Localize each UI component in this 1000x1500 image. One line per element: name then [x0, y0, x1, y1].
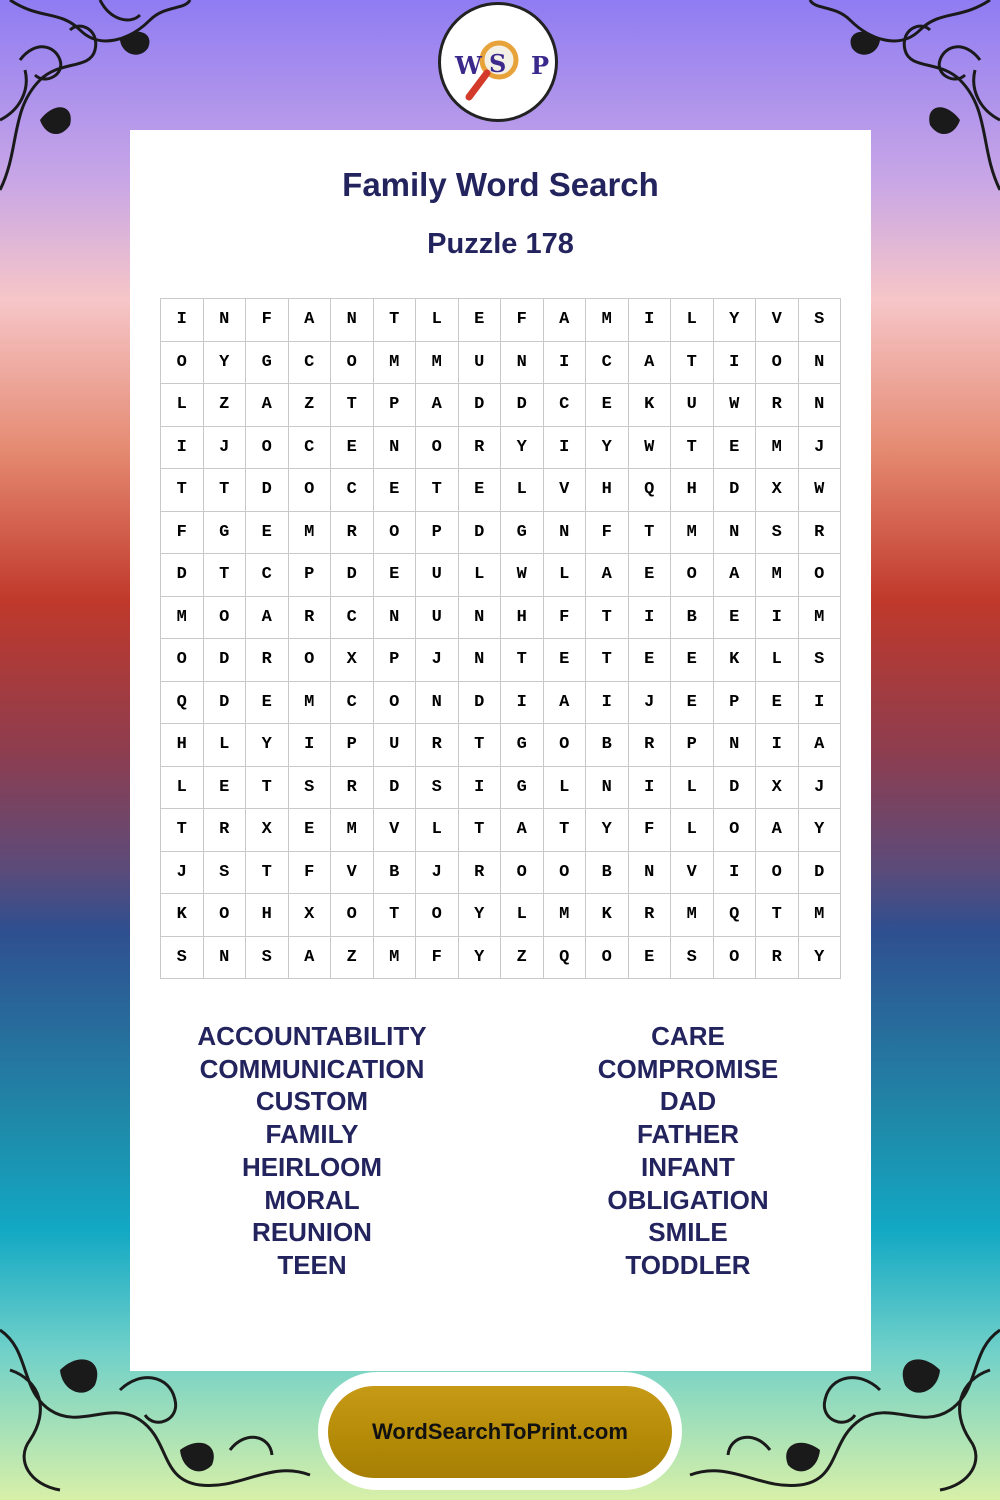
- grid-cell[interactable]: O: [586, 937, 629, 980]
- grid-cell[interactable]: Y: [799, 937, 842, 980]
- grid-cell[interactable]: T: [416, 469, 459, 512]
- grid-cell[interactable]: I: [289, 724, 332, 767]
- grid-cell[interactable]: M: [289, 512, 332, 555]
- grid-cell[interactable]: H: [161, 724, 204, 767]
- grid-cell[interactable]: T: [246, 767, 289, 810]
- word-list-item: HEIRLOOM: [241, 1151, 383, 1182]
- grid-cell[interactable]: C: [289, 427, 332, 470]
- grid-cell[interactable]: N: [586, 767, 629, 810]
- grid-cell[interactable]: G: [204, 512, 247, 555]
- footer-pill: [318, 1372, 682, 1490]
- grid-cell[interactable]: A: [714, 554, 757, 597]
- grid-cell[interactable]: A: [799, 724, 842, 767]
- word-list-item: REUNION: [252, 1217, 372, 1248]
- grid-cell[interactable]: X: [756, 469, 799, 512]
- grid-cell[interactable]: E: [586, 384, 629, 427]
- page-title: Family Word Search: [342, 166, 659, 203]
- grid-cell[interactable]: N: [331, 299, 374, 342]
- grid-cell[interactable]: O: [416, 894, 459, 937]
- logo-letter-s: S: [489, 49, 507, 78]
- grid-cell[interactable]: R: [629, 894, 672, 937]
- grid-cell[interactable]: W: [714, 384, 757, 427]
- grid-cell[interactable]: N: [459, 597, 502, 640]
- logo-letter-w: W: [455, 51, 482, 80]
- grid-cell[interactable]: V: [331, 852, 374, 895]
- word-list-item: TODDLER: [625, 1249, 751, 1280]
- grid-cell[interactable]: V: [671, 852, 714, 895]
- grid-cell[interactable]: E: [374, 469, 417, 512]
- grid-cell[interactable]: L: [204, 724, 247, 767]
- grid-cell[interactable]: I: [544, 342, 587, 385]
- grid-cell[interactable]: H: [501, 597, 544, 640]
- grid-cell[interactable]: R: [629, 724, 672, 767]
- grid-cell[interactable]: H: [246, 894, 289, 937]
- grid-cell[interactable]: O: [714, 937, 757, 980]
- grid-cell[interactable]: U: [671, 384, 714, 427]
- grid-cell[interactable]: V: [544, 469, 587, 512]
- grid-cell[interactable]: O: [756, 342, 799, 385]
- grid-cell[interactable]: O: [246, 427, 289, 470]
- grid-cell[interactable]: R: [799, 512, 842, 555]
- word-list-item: CARE: [651, 1021, 725, 1051]
- grid-cell[interactable]: X: [246, 809, 289, 852]
- grid-cell[interactable]: O: [501, 852, 544, 895]
- grid-cell[interactable]: O: [671, 554, 714, 597]
- grid-cell[interactable]: M: [289, 682, 332, 725]
- grid-cell[interactable]: I: [161, 299, 204, 342]
- grid-cell[interactable]: D: [799, 852, 842, 895]
- grid-cell[interactable]: G: [246, 342, 289, 385]
- grid-cell[interactable]: N: [204, 299, 247, 342]
- grid-cell[interactable]: C: [586, 342, 629, 385]
- grid-cell[interactable]: S: [799, 639, 842, 682]
- grid-cell[interactable]: Y: [501, 427, 544, 470]
- grid-cell[interactable]: J: [416, 639, 459, 682]
- grid-cell[interactable]: N: [714, 512, 757, 555]
- grid-cell[interactable]: R: [331, 512, 374, 555]
- grid-cell[interactable]: A: [416, 384, 459, 427]
- grid-cell[interactable]: E: [714, 427, 757, 470]
- grid-cell[interactable]: O: [331, 894, 374, 937]
- grid-cell[interactable]: W: [629, 427, 672, 470]
- grid-cell[interactable]: L: [756, 639, 799, 682]
- grid-cell[interactable]: S: [246, 937, 289, 980]
- grid-cell[interactable]: D: [714, 767, 757, 810]
- grid-cell[interactable]: N: [374, 427, 417, 470]
- grid-cell[interactable]: M: [374, 342, 417, 385]
- word-list-item: FAMILY: [265, 1119, 359, 1150]
- grid-cell[interactable]: J: [629, 682, 672, 725]
- grid-cell[interactable]: M: [671, 512, 714, 555]
- grid-cell[interactable]: U: [416, 554, 459, 597]
- grid-cell[interactable]: A: [289, 299, 332, 342]
- grid-cell[interactable]: P: [416, 512, 459, 555]
- grid-cell[interactable]: Y: [459, 894, 502, 937]
- grid-cell[interactable]: N: [544, 512, 587, 555]
- grid-cell[interactable]: I: [161, 427, 204, 470]
- grid-cell[interactable]: L: [416, 809, 459, 852]
- grid-cell[interactable]: O: [289, 639, 332, 682]
- grid-cell[interactable]: K: [586, 894, 629, 937]
- word-list-left: [132, 1020, 492, 1282]
- grid-cell[interactable]: E: [289, 809, 332, 852]
- grid-cell[interactable]: S: [756, 512, 799, 555]
- grid-cell[interactable]: C: [331, 469, 374, 512]
- grid-cell[interactable]: N: [629, 852, 672, 895]
- grid-cell[interactable]: B: [671, 597, 714, 640]
- grid-cell[interactable]: A: [586, 554, 629, 597]
- grid-cell[interactable]: T: [331, 384, 374, 427]
- grid-cell[interactable]: T: [544, 809, 587, 852]
- grid-cell[interactable]: S: [161, 937, 204, 980]
- grid-cell[interactable]: E: [671, 682, 714, 725]
- website-button[interactable]: WordSearchToPrint.com: [328, 1386, 672, 1478]
- grid-cell[interactable]: N: [799, 384, 842, 427]
- grid-cell[interactable]: N: [374, 597, 417, 640]
- grid-cell[interactable]: P: [289, 554, 332, 597]
- grid-cell[interactable]: A: [756, 809, 799, 852]
- word-list-item: COMPROMISE: [597, 1053, 779, 1084]
- grid-cell[interactable]: I: [501, 682, 544, 725]
- logo-letter-p: P: [531, 51, 550, 80]
- grid-cell[interactable]: X: [331, 639, 374, 682]
- grid-cell[interactable]: B: [374, 852, 417, 895]
- grid-cell[interactable]: M: [374, 937, 417, 980]
- grid-cell[interactable]: H: [586, 469, 629, 512]
- grid-cell[interactable]: I: [629, 299, 672, 342]
- grid-cell[interactable]: E: [459, 469, 502, 512]
- grid-cell[interactable]: Z: [331, 937, 374, 980]
- grid-cell[interactable]: C: [246, 554, 289, 597]
- letter-grid: [160, 298, 841, 979]
- grid-cell[interactable]: N: [459, 639, 502, 682]
- grid-cell[interactable]: O: [331, 342, 374, 385]
- grid-cell[interactable]: E: [544, 639, 587, 682]
- grid-cell[interactable]: D: [714, 469, 757, 512]
- grid-cell[interactable]: T: [246, 852, 289, 895]
- grid-cell[interactable]: U: [374, 724, 417, 767]
- grid-cell[interactable]: I: [799, 682, 842, 725]
- grid-cell[interactable]: O: [416, 427, 459, 470]
- grid-cell[interactable]: A: [501, 809, 544, 852]
- grid-cell[interactable]: J: [204, 427, 247, 470]
- word-list-item: COMMUNICATION: [199, 1053, 425, 1084]
- grid-cell[interactable]: T: [204, 554, 247, 597]
- grid-cell[interactable]: Q: [161, 682, 204, 725]
- grid-cell[interactable]: K: [629, 384, 672, 427]
- grid-cell[interactable]: F: [586, 512, 629, 555]
- grid-cell[interactable]: P: [671, 724, 714, 767]
- grid-cell[interactable]: Y: [246, 724, 289, 767]
- grid-cell[interactable]: E: [459, 299, 502, 342]
- word-list-item: MORAL: [264, 1184, 360, 1215]
- grid-cell[interactable]: T: [501, 639, 544, 682]
- grid-cell[interactable]: I: [756, 597, 799, 640]
- grid-cell[interactable]: T: [671, 427, 714, 470]
- grid-cell[interactable]: N: [501, 342, 544, 385]
- grid-cell[interactable]: F: [544, 597, 587, 640]
- grid-cell[interactable]: N: [416, 682, 459, 725]
- grid-cell[interactable]: B: [586, 852, 629, 895]
- grid-cell[interactable]: N: [799, 342, 842, 385]
- word-list-item: DAD: [659, 1086, 717, 1117]
- grid-cell[interactable]: C: [331, 597, 374, 640]
- grid-cell[interactable]: M: [756, 554, 799, 597]
- grid-cell[interactable]: E: [204, 767, 247, 810]
- grid-cell[interactable]: Y: [799, 809, 842, 852]
- grid-cell[interactable]: S: [204, 852, 247, 895]
- grid-cell[interactable]: Y: [204, 342, 247, 385]
- grid-cell[interactable]: J: [799, 427, 842, 470]
- grid-cell[interactable]: U: [416, 597, 459, 640]
- grid-cell[interactable]: R: [246, 639, 289, 682]
- grid-cell[interactable]: R: [459, 427, 502, 470]
- grid-cell[interactable]: D: [374, 767, 417, 810]
- grid-cell[interactable]: F: [161, 512, 204, 555]
- grid-cell[interactable]: G: [501, 724, 544, 767]
- grid-cell[interactable]: T: [374, 299, 417, 342]
- grid-cell[interactable]: T: [161, 469, 204, 512]
- grid-cell[interactable]: L: [671, 809, 714, 852]
- word-list-item: SMILE: [648, 1217, 728, 1248]
- grid-cell[interactable]: T: [459, 724, 502, 767]
- grid-cell[interactable]: B: [586, 724, 629, 767]
- grid-cell[interactable]: A: [544, 299, 587, 342]
- grid-cell[interactable]: F: [246, 299, 289, 342]
- word-list-item: CUSTOM: [255, 1086, 369, 1117]
- grid-cell[interactable]: P: [374, 384, 417, 427]
- grid-cell[interactable]: Z: [289, 384, 332, 427]
- grid-cell[interactable]: I: [586, 682, 629, 725]
- grid-cell[interactable]: L: [671, 299, 714, 342]
- grid-cell[interactable]: M: [756, 427, 799, 470]
- grid-cell[interactable]: O: [756, 852, 799, 895]
- grid-cell[interactable]: N: [714, 724, 757, 767]
- grid-cell[interactable]: L: [161, 384, 204, 427]
- grid-cell[interactable]: D: [459, 512, 502, 555]
- grid-cell[interactable]: M: [544, 894, 587, 937]
- grid-cell[interactable]: L: [501, 894, 544, 937]
- grid-cell[interactable]: E: [374, 554, 417, 597]
- grid-cell[interactable]: R: [756, 937, 799, 980]
- grid-cell[interactable]: N: [204, 937, 247, 980]
- word-list-item: TEEN: [277, 1249, 347, 1280]
- grid-cell[interactable]: M: [586, 299, 629, 342]
- grid-cell[interactable]: R: [416, 724, 459, 767]
- puzzle-sheet: [130, 130, 871, 1371]
- grid-cell[interactable]: Y: [714, 299, 757, 342]
- grid-cell[interactable]: K: [161, 894, 204, 937]
- site-logo[interactable]: [438, 2, 558, 122]
- grid-cell[interactable]: M: [331, 809, 374, 852]
- grid-cell[interactable]: E: [671, 639, 714, 682]
- grid-cell[interactable]: J: [416, 852, 459, 895]
- grid-cell[interactable]: Y: [586, 427, 629, 470]
- grid-cell[interactable]: E: [246, 512, 289, 555]
- grid-cell[interactable]: J: [799, 767, 842, 810]
- grid-cell[interactable]: L: [416, 299, 459, 342]
- grid-cell[interactable]: P: [714, 682, 757, 725]
- grid-cell[interactable]: J: [161, 852, 204, 895]
- grid-cell[interactable]: Y: [586, 809, 629, 852]
- grid-cell[interactable]: O: [374, 682, 417, 725]
- grid-cell[interactable]: Q: [629, 469, 672, 512]
- grid-cell[interactable]: D: [459, 384, 502, 427]
- grid-cell[interactable]: R: [204, 809, 247, 852]
- grid-cell[interactable]: O: [374, 512, 417, 555]
- grid-cell[interactable]: I: [714, 342, 757, 385]
- grid-cell[interactable]: C: [544, 384, 587, 427]
- puzzle-number: Puzzle 178: [427, 228, 574, 260]
- grid-cell[interactable]: R: [289, 597, 332, 640]
- grid-cell[interactable]: I: [459, 767, 502, 810]
- word-list-right: [508, 1020, 868, 1282]
- grid-cell[interactable]: A: [629, 342, 672, 385]
- grid-cell[interactable]: V: [374, 809, 417, 852]
- grid-cell[interactable]: O: [544, 852, 587, 895]
- grid-cell[interactable]: I: [629, 597, 672, 640]
- grid-cell[interactable]: A: [544, 682, 587, 725]
- grid-cell[interactable]: Y: [459, 937, 502, 980]
- grid-cell[interactable]: O: [544, 724, 587, 767]
- grid-cell[interactable]: O: [289, 469, 332, 512]
- grid-cell[interactable]: T: [586, 597, 629, 640]
- grid-cell[interactable]: X: [756, 767, 799, 810]
- grid-cell[interactable]: R: [459, 852, 502, 895]
- grid-cell[interactable]: P: [374, 639, 417, 682]
- grid-cell[interactable]: S: [671, 937, 714, 980]
- grid-cell[interactable]: T: [459, 809, 502, 852]
- grid-cell[interactable]: I: [714, 852, 757, 895]
- grid-cell[interactable]: I: [756, 724, 799, 767]
- word-list-item: FATHER: [636, 1119, 740, 1150]
- grid-cell[interactable]: A: [246, 597, 289, 640]
- grid-cell[interactable]: O: [161, 639, 204, 682]
- grid-cell[interactable]: M: [799, 894, 842, 937]
- grid-cell[interactable]: H: [671, 469, 714, 512]
- grid-cell[interactable]: T: [374, 894, 417, 937]
- grid-cell[interactable]: X: [289, 894, 332, 937]
- grid-cell[interactable]: E: [714, 597, 757, 640]
- word-list-item: OBLIGATION: [607, 1184, 769, 1215]
- grid-cell[interactable]: C: [331, 682, 374, 725]
- grid-cell[interactable]: D: [204, 682, 247, 725]
- grid-cell[interactable]: G: [501, 512, 544, 555]
- word-list-item: INFANT: [641, 1151, 735, 1182]
- grid-cell[interactable]: E: [629, 937, 672, 980]
- grid-cell[interactable]: E: [331, 427, 374, 470]
- grid-cell[interactable]: O: [714, 809, 757, 852]
- grid-cell[interactable]: D: [161, 554, 204, 597]
- grid-cell[interactable]: V: [756, 299, 799, 342]
- grid-cell[interactable]: E: [246, 682, 289, 725]
- grid-cell[interactable]: L: [671, 767, 714, 810]
- grid-cell[interactable]: I: [544, 427, 587, 470]
- grid-cell[interactable]: T: [586, 639, 629, 682]
- grid-cell[interactable]: S: [289, 767, 332, 810]
- grid-cell[interactable]: T: [204, 469, 247, 512]
- grid-cell[interactable]: D: [246, 469, 289, 512]
- grid-cell[interactable]: T: [161, 809, 204, 852]
- grid-cell[interactable]: F: [289, 852, 332, 895]
- grid-cell[interactable]: A: [246, 384, 289, 427]
- grid-cell[interactable]: C: [289, 342, 332, 385]
- grid-cell[interactable]: W: [501, 554, 544, 597]
- grid-cell[interactable]: E: [629, 639, 672, 682]
- grid-cell[interactable]: F: [629, 809, 672, 852]
- grid-cell[interactable]: Z: [204, 384, 247, 427]
- grid-cell[interactable]: L: [501, 469, 544, 512]
- grid-cell[interactable]: M: [671, 894, 714, 937]
- grid-cell[interactable]: D: [459, 682, 502, 725]
- grid-cell[interactable]: D: [204, 639, 247, 682]
- grid-cell[interactable]: T: [756, 894, 799, 937]
- grid-cell[interactable]: S: [416, 767, 459, 810]
- grid-cell[interactable]: R: [756, 384, 799, 427]
- grid-cell[interactable]: M: [416, 342, 459, 385]
- grid-cell[interactable]: Q: [544, 937, 587, 980]
- grid-cell[interactable]: I: [629, 767, 672, 810]
- grid-cell[interactable]: O: [161, 342, 204, 385]
- grid-cell[interactable]: M: [799, 597, 842, 640]
- grid-cell[interactable]: Z: [501, 937, 544, 980]
- grid-cell[interactable]: L: [459, 554, 502, 597]
- grid-cell[interactable]: M: [161, 597, 204, 640]
- grid-cell[interactable]: D: [331, 554, 374, 597]
- grid-cell[interactable]: F: [416, 937, 459, 980]
- grid-cell[interactable]: Q: [714, 894, 757, 937]
- word-list-item: ACCOUNTABILITY: [197, 1021, 427, 1051]
- grid-cell[interactable]: D: [501, 384, 544, 427]
- grid-cell[interactable]: A: [289, 937, 332, 980]
- grid-cell[interactable]: O: [204, 597, 247, 640]
- grid-cell[interactable]: O: [204, 894, 247, 937]
- grid-cell[interactable]: F: [501, 299, 544, 342]
- grid-cell[interactable]: U: [459, 342, 502, 385]
- grid-cell[interactable]: P: [331, 724, 374, 767]
- grid-cell[interactable]: L: [544, 554, 587, 597]
- grid-cell[interactable]: E: [629, 554, 672, 597]
- grid-cell[interactable]: L: [544, 767, 587, 810]
- grid-cell[interactable]: G: [501, 767, 544, 810]
- grid-cell[interactable]: W: [799, 469, 842, 512]
- grid-cell[interactable]: S: [799, 299, 842, 342]
- grid-cell[interactable]: K: [714, 639, 757, 682]
- grid-cell[interactable]: T: [671, 342, 714, 385]
- grid-cell[interactable]: L: [161, 767, 204, 810]
- grid-cell[interactable]: R: [331, 767, 374, 810]
- grid-cell[interactable]: T: [629, 512, 672, 555]
- grid-cell[interactable]: O: [799, 554, 842, 597]
- grid-cell[interactable]: E: [756, 682, 799, 725]
